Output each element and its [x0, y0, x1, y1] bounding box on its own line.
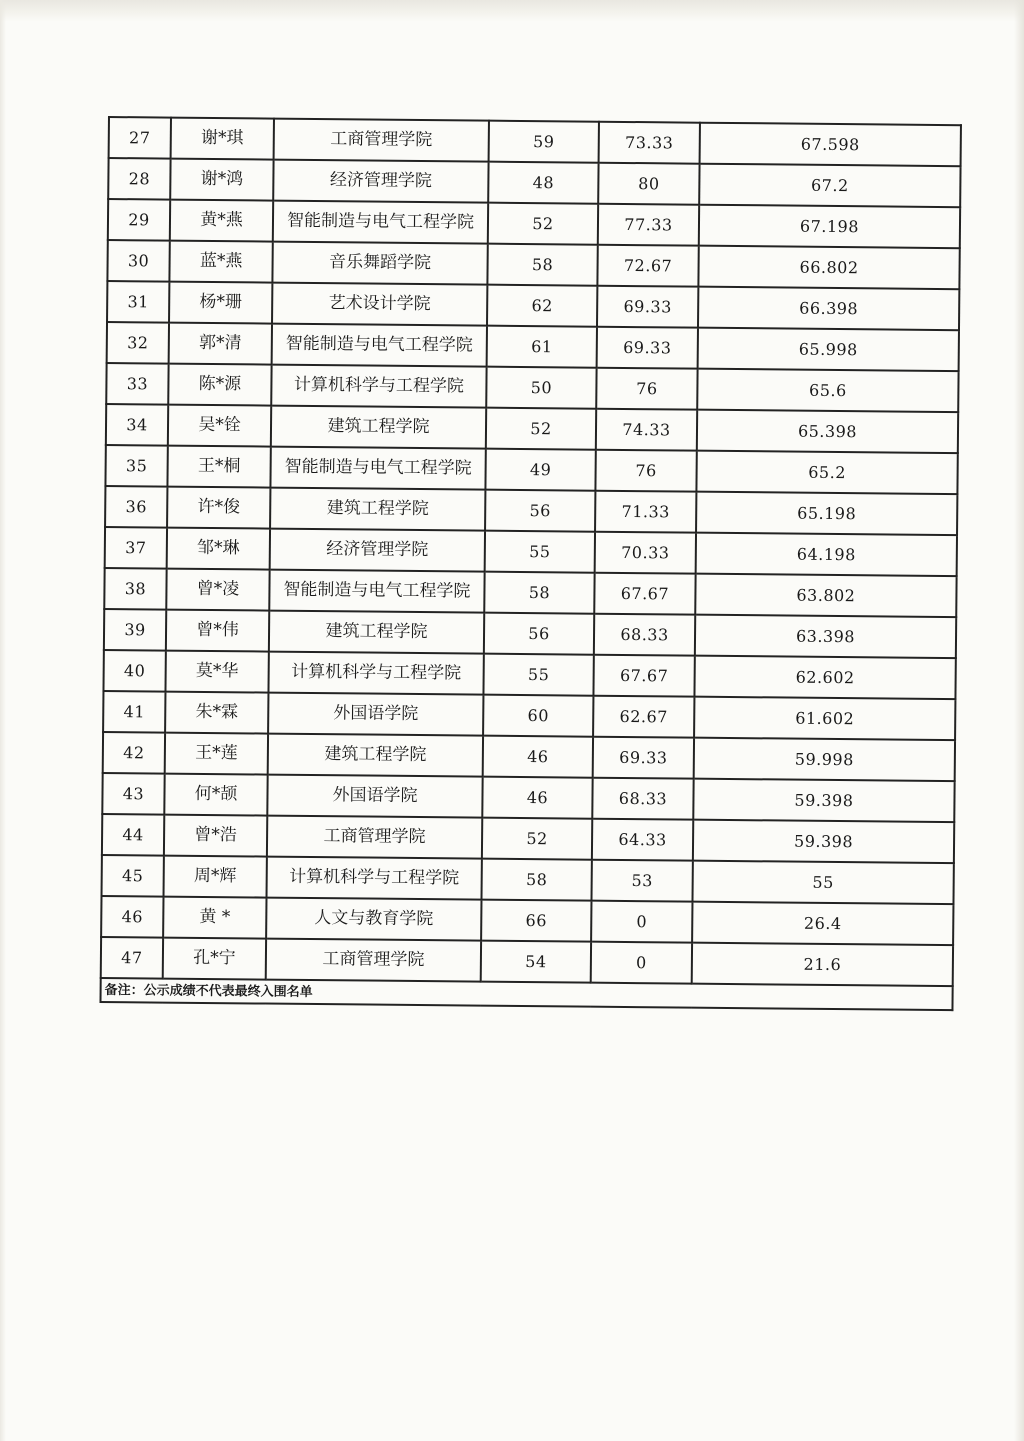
score-interview: 69.33 [597, 286, 698, 328]
score-written: 48 [488, 162, 598, 204]
candidate-name: 黄 * [163, 897, 266, 939]
college-name: 计算机科学与工程学院 [267, 857, 482, 900]
college-name: 建筑工程学院 [269, 611, 484, 654]
score-interview: 73.33 [599, 122, 700, 164]
score-written: 58 [487, 244, 597, 286]
score-total: 65.398 [697, 410, 958, 454]
candidate-name: 杨*珊 [169, 282, 272, 324]
score-total: 26.4 [692, 902, 953, 946]
college-name: 智能制造与电气工程学院 [272, 324, 487, 367]
candidate-name: 何*颉 [164, 774, 267, 816]
score-total: 66.802 [698, 246, 959, 290]
candidate-name: 周*辉 [164, 856, 267, 898]
row-number: 38 [104, 568, 166, 610]
score-interview: 76 [595, 450, 696, 492]
score-interview: 69.33 [597, 327, 698, 369]
remark-note: 备注：公示成绩不代表最终入围名单 [100, 978, 952, 1010]
score-total: 65.6 [697, 369, 958, 413]
score-interview: 0 [591, 942, 692, 984]
score-total: 65.198 [696, 492, 957, 536]
college-name: 智能制造与电气工程学院 [270, 447, 485, 490]
score-total: 59.398 [693, 779, 954, 823]
score-total: 55 [692, 861, 953, 905]
score-written: 52 [486, 408, 596, 450]
college-name: 工商管理学院 [267, 816, 482, 859]
score-interview: 67.67 [593, 655, 694, 697]
candidate-name: 许*俊 [167, 487, 270, 529]
row-number: 34 [106, 404, 168, 446]
college-name: 计算机科学与工程学院 [271, 365, 486, 408]
row-number: 31 [107, 281, 169, 323]
score-total: 21.6 [692, 943, 953, 987]
college-name: 外国语学院 [267, 775, 482, 818]
candidate-name: 莫*华 [165, 651, 268, 693]
score-total: 67.2 [699, 164, 960, 208]
score-total: 63.398 [695, 615, 956, 659]
score-total: 63.802 [695, 574, 956, 618]
score-total: 67.598 [700, 123, 961, 167]
score-total: 61.602 [694, 697, 955, 741]
score-interview: 71.33 [595, 491, 696, 533]
row-number: 32 [107, 322, 169, 364]
candidate-name: 邹*琳 [167, 528, 270, 570]
score-total: 67.198 [699, 205, 960, 249]
score-total: 66.398 [698, 287, 959, 331]
college-name: 工商管理学院 [274, 119, 489, 162]
score-written: 54 [481, 941, 591, 983]
score-interview: 68.33 [592, 778, 693, 820]
row-number: 37 [105, 527, 167, 569]
score-written: 56 [484, 613, 594, 655]
row-number: 33 [106, 363, 168, 405]
candidate-name: 王*莲 [165, 733, 268, 775]
college-name: 计算机科学与工程学院 [268, 652, 483, 695]
row-number: 46 [101, 896, 163, 938]
score-written: 61 [487, 326, 597, 368]
college-name: 建筑工程学院 [271, 406, 486, 449]
row-number: 40 [103, 650, 165, 692]
college-name: 建筑工程学院 [268, 734, 483, 777]
row-number: 29 [108, 199, 170, 241]
row-number: 36 [105, 486, 167, 528]
college-name: 人文与教育学院 [266, 898, 481, 941]
row-number: 41 [103, 691, 165, 733]
candidate-name: 曾*浩 [164, 815, 267, 857]
candidate-name: 朱*霖 [165, 692, 268, 734]
score-table [99, 116, 961, 1011]
score-interview: 62.67 [593, 696, 694, 738]
row-number: 45 [102, 855, 164, 897]
candidate-name: 谢*琪 [171, 118, 274, 160]
score-table-body [101, 117, 961, 986]
score-written: 55 [485, 531, 595, 573]
score-written: 50 [486, 367, 596, 409]
candidate-name: 孔*宁 [163, 938, 266, 980]
row-number: 42 [103, 732, 165, 774]
row-number: 35 [105, 445, 167, 487]
score-written: 49 [485, 449, 595, 491]
score-written: 62 [487, 285, 597, 327]
row-number: 39 [104, 609, 166, 651]
college-name: 智能制造与电气工程学院 [269, 570, 484, 613]
candidate-name: 蓝*燕 [169, 241, 272, 283]
row-number: 47 [101, 937, 163, 979]
candidate-name: 曾*伟 [166, 610, 269, 652]
college-name: 工商管理学院 [266, 939, 481, 982]
row-number: 44 [102, 814, 164, 856]
candidate-name: 谢*鸿 [170, 159, 273, 201]
score-sheet [99, 116, 959, 1011]
score-written: 58 [481, 859, 591, 901]
score-total: 64.198 [696, 533, 957, 577]
scan-edge-right [1014, 0, 1024, 1441]
score-interview: 0 [591, 901, 692, 943]
score-written: 46 [482, 777, 592, 819]
score-interview: 76 [596, 368, 697, 410]
candidate-name: 曾*凌 [166, 569, 269, 611]
score-total: 65.998 [698, 328, 959, 372]
college-name: 经济管理学院 [273, 160, 488, 203]
score-interview: 53 [591, 860, 692, 902]
score-total: 62.602 [694, 656, 955, 700]
college-name: 音乐舞蹈学院 [272, 242, 487, 285]
score-interview: 74.33 [596, 409, 697, 451]
score-interview: 67.67 [594, 573, 695, 615]
score-interview: 69.33 [593, 737, 694, 779]
score-written: 52 [488, 203, 598, 245]
college-name: 经济管理学院 [270, 529, 485, 572]
score-interview: 72.67 [597, 245, 698, 287]
score-written: 60 [483, 695, 593, 737]
row-number: 43 [102, 773, 164, 815]
score-interview: 80 [598, 163, 699, 205]
score-interview: 70.33 [595, 532, 696, 574]
college-name: 智能制造与电气工程学院 [273, 201, 488, 244]
score-written: 59 [489, 121, 599, 163]
candidate-name: 陈*源 [168, 364, 271, 406]
score-interview: 77.33 [598, 204, 699, 246]
score-total: 59.998 [694, 738, 955, 782]
row-number: 27 [109, 117, 171, 159]
score-total: 65.2 [696, 451, 957, 495]
score-written: 58 [484, 572, 594, 614]
candidate-name: 郭*清 [169, 323, 272, 365]
score-written: 55 [483, 654, 593, 696]
score-written: 46 [483, 736, 593, 778]
row-number: 30 [107, 240, 169, 282]
candidate-name: 黄*燕 [170, 200, 273, 242]
college-name: 建筑工程学院 [270, 488, 485, 531]
score-interview: 64.33 [592, 819, 693, 861]
college-name: 外国语学院 [268, 693, 483, 736]
candidate-name: 王*桐 [167, 446, 270, 488]
score-written: 66 [481, 900, 591, 942]
scan-edge-top [0, 0, 1024, 22]
row-number: 28 [108, 158, 170, 200]
score-written: 56 [485, 490, 595, 532]
scan-edge-left [0, 0, 6, 1441]
candidate-name: 吴*铨 [168, 405, 271, 447]
score-total: 59.398 [693, 820, 954, 864]
score-written: 52 [482, 818, 592, 860]
college-name: 艺术设计学院 [272, 283, 487, 326]
score-interview: 68.33 [594, 614, 695, 656]
